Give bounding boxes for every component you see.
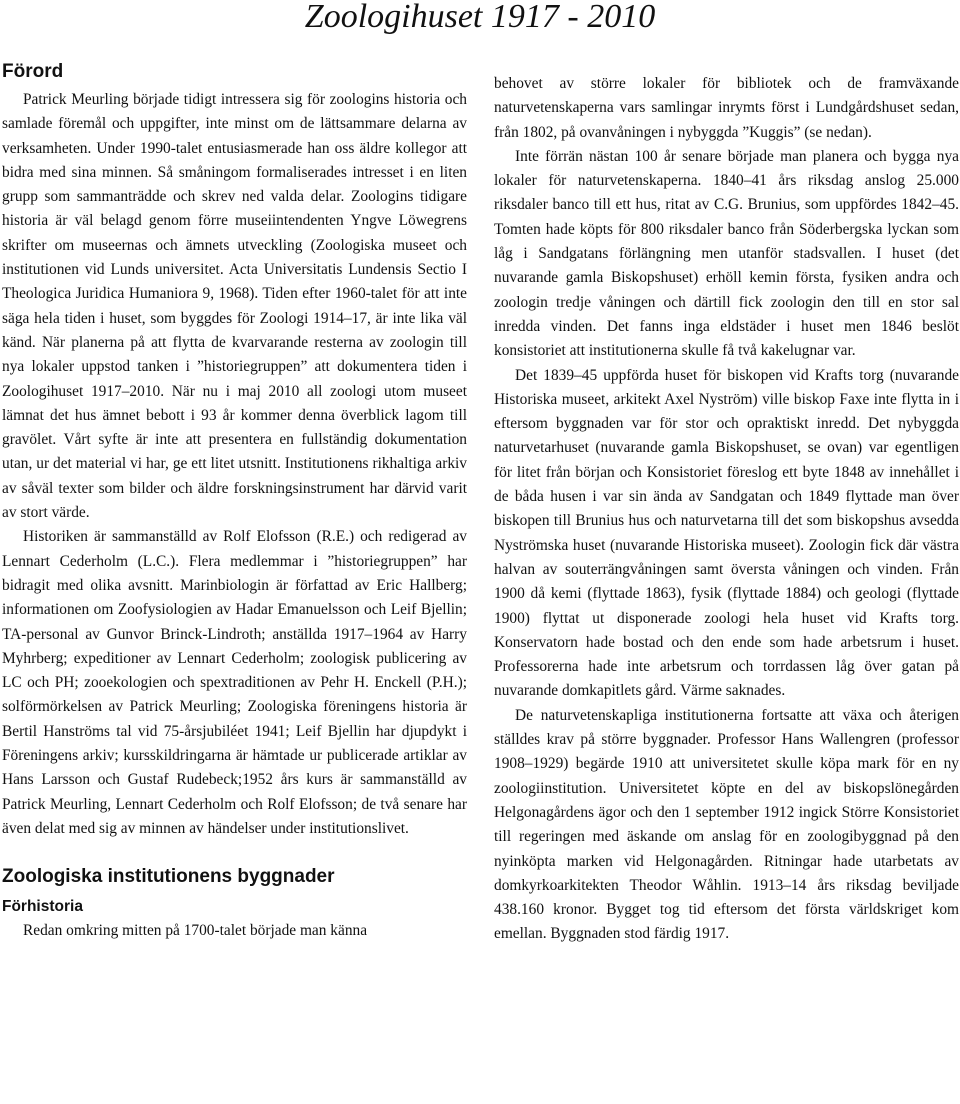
right-paragraph-3: Det 1839–45 uppförda huset för biskopen vid Krafts torg (nuvarande Historiska museet, arkitekt Axel Nyström) ville biskop Faxe inte flytta in i eftersom byggnaden var för stor och opraktiskt inredd. Det nybyggda naturvetarhuset (nuvarande gamla Biskopshuset, se ovan) var egentligen för litet från början och Konsistoriet föreslog ett byte 1848 av innehållet i de båda husen i var sin ända av Sandgatan och 1849 flyttade man över biskopen till Brunius hus och naturvetarna till det som biskopshus avsedda Nyströmska huset (nuvarande Historiska museet). Zoologin fick där västra halvan av souterrängvåningen samt översta våningen och vinden. Från 1900 då kemi (flyttade 1863), fysik (flyttade 1884) och geologi (flyttade 1900) flyttat ut disponerade zoologi hela huset vid Krafts torg. Konservatorn hade bostad och den ende som hade arbetsrum i huset. Professorerna hade inte arbetsrum och torrdassen låg över gatan på nuvarande domkapitlets gård. Värme saknades. <box>494 366 959 700</box>
forord-paragraph-1: Patrick Meurling började tidigt intressera sig för zoologins historia och samlade föremål och uppgifter, inte minst om de lättsammare delarna av verksamheten. Under 1990-talet entusiasmerade han oss äldre kollegor att bidra med sina minnen. Så småningom formaliserades intresset i en liten grupp som sammanträdde och skrev ned valda delar. Zoologins tidigare historia är väl belagd genom förre museiintendenten Yngve Löwegrens skrifter om museernas och ämnets utveckling (Zoologiska museet och institutionen vid Lunds universitet. Acta Universitatis Lundensis Sectio I Theologica Juridica Humaniora 9, 1968). Tiden efter 1960-talet för att inte säga hela tiden i huset, som byggdes för Zoologi 1914–17, är inte lika väl känd. När planerna på att flytta de kvarvarande resterna av zoologin till nya lokaler uppstod tanken i ”historiegruppen” att dokumentera tiden i Zoologihuset 1917–2010. När nu i maj 2010 all zoologi utom museet lämnat det hus ämnet bebott i 93 år kommer denna överblick lagom till gravölet. Vårt syfte är inte att presentera en fullständig dokumentation utan, ur det material vi har, ge ett litet utsnitt. Institutionens rikhaltiga arkiv av såväl texter som bilder och äldre forskningsinstrument har därvid varit av stort värde. <box>2 91 467 522</box>
heading-byggnader: Zoologiska institutionens byggnader <box>2 866 335 888</box>
page-title: Zoologihuset 1917 - 2010 <box>304 0 656 35</box>
forhistoria-paragraph-start: Redan omkring mitten på 1700-talet började man känna <box>23 922 368 940</box>
heading-forhistoria: Förhistoria <box>2 898 83 916</box>
forord-paragraph-2: Historiken är sammanställd av Rolf Elofsson (R.E.) och redigerad av Lennart Cederholm (L.C.). Flera medlemmar i ”historiegruppen” har bidragit med olika avsnitt. Marinbiologin är författad av Eric Hallberg; informationen om Zoofysiologien av Hadar Emanuelsson och Leif Bjellin; TA-personal av Gunvor Brinck-Lindroth; anställda 1917–1964 av Harry Myhrberg; expeditioner av Lennart Cederholm; zoologisk publicering av LC och PH; zooekologien och spextraditionen av Pehr H. Enckell (P.H.); solförmörkelsen av Patrick Meurling; Zoologiska föreningens historia är Bertil Hanströms tal vid 75-årsjubiléet 1941; Leif Bjellin har djupdykt i Föreningens arkiv; kursskildringarna är hämtade ur publicerade artiklar av Hans Larsson och Gustaf Rudebeck;1952 års kurs är sammanställd av Patrick Meurling, Lennart Cederholm och Rolf Elofsson; de två senare har även delat med sig av minnen av händelser under institutionslivet. <box>2 528 467 837</box>
heading-forord: Förord <box>2 61 64 82</box>
right-paragraph-1: behovet av större lokaler för bibliotek och de framväxande naturvetenskaperna vars samlingar inrymts först i Lundgårdshuset sedan, från 1802, på ovanvåningen i nybyggda ”Kuggis” (se nedan). <box>494 75 959 141</box>
right-paragraph-2: Inte förrän nästan 100 år senare började man planera och bygga nya lokaler för naturvetenskaperna. 1840–41 års riksdag anslog 25.000 riksdaler banco till ett hus, ritat av C.G. Brunius, som uppfördes 1842–45. Tomten hade köpts för 800 riksdaler banco från Söderbergska lyckan som låg i Sandgatans förlängning men utanför stadsvallen. I huset (det nuvarande gamla Biskopshuset) erhöll kemin första, fysiken andra och zoologin tredje våningen och därtill fick zoologin den till en stor sal inredda vinden. Det fanns inga eldstäder i huset men 1846 beslöt konsistoriet att institutionerna skulle få två kakelugnar var. <box>494 147 959 360</box>
right-paragraph-4: De naturvetenskapliga institutionerna fortsatte att växa och återigen ställdes krav på större byggnader. Professor Hans Wallengren (professor 1908–1929) begärde 1910 att universitetet skulle köpa mark för en ny zoologiinstitution. Universitetet köpte en del av biskopslönegården Helgonagårdens ägor och den 1 september 1912 ingick Större Konsistoriet till regeringen med äskande om anslag för en zoologibyggnad på den nyinköpta marken vid Helgonagården. Ritningar hade utarbetats av domkyrkoarkitekten Theodor Wåhlin. 1913–14 års riksdag beviljade 438.160 kronor. Bygget tog tid eftersom det första världskriget kom emellan. Byggnaden stod färdig 1917. <box>494 706 959 943</box>
left-column <box>2 60 467 944</box>
right-column <box>494 72 959 947</box>
